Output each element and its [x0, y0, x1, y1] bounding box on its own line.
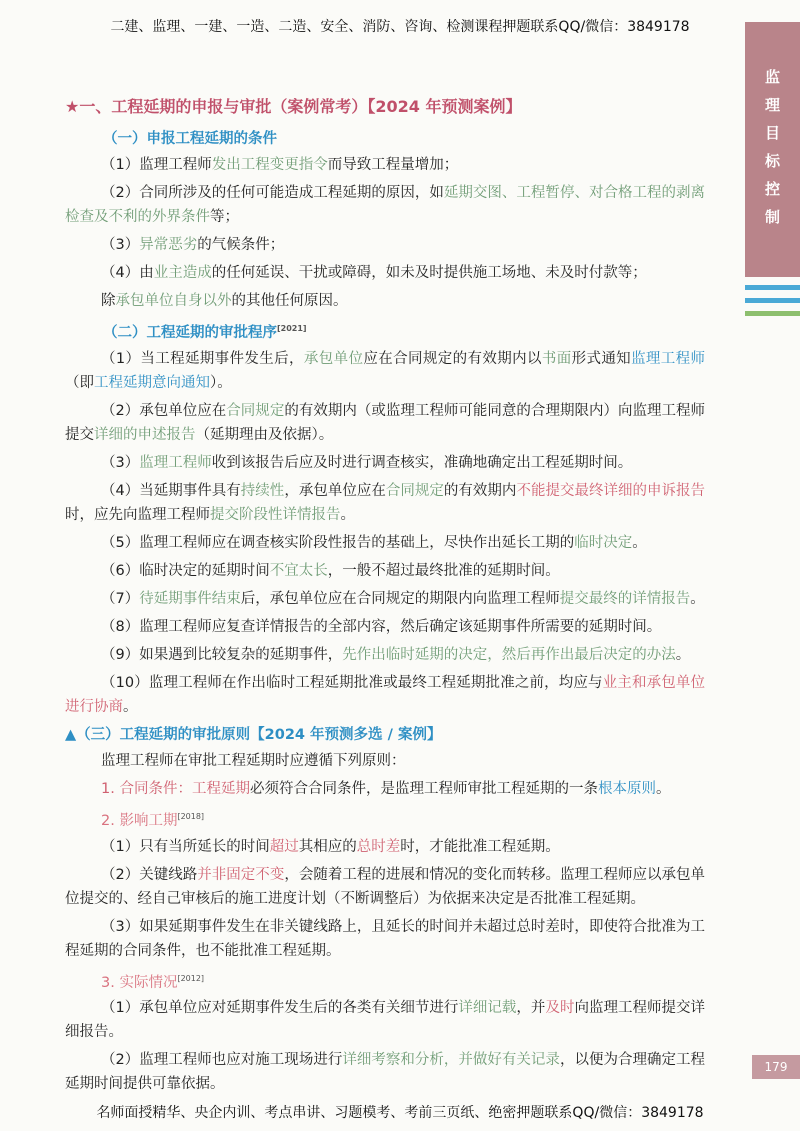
stripe: [745, 285, 800, 290]
paragraph: （1）只有当所延长的时间超过其相应的总时差时，才能批准工程延期。: [101, 838, 560, 855]
side-tab-char: 目: [764, 124, 780, 142]
side-stripes: [745, 272, 800, 324]
page-number: 179: [752, 1055, 800, 1079]
stripe: [745, 311, 800, 316]
page-footer: 名师面授精华、央企内训、考点串讲、习题模考、考前三页纸、绝密押题联系QQ/微信：3849178: [96, 1105, 704, 1121]
paragraph: （1）当工程延期事件发生后，承包单位应在合同规定的有效期内以书面形式通知监理工程师（即工程延期意向通知）。: [65, 350, 706, 391]
paragraph: （1）承包单位应对延期事件发生后的各类有关细节进行详细记载，并及时向监理工程师提交详细报告。: [65, 1000, 706, 1041]
paragraph: （6）临时决定的延期时间不宜太长，一般不超过最终批准的延期时间。: [101, 562, 560, 579]
subsection-title: （二）工程延期的审批程序[2021]: [103, 324, 307, 341]
paragraph: （3）如果延期事件发生在非关键线路上，且延长的时间并未超过总时差时，即使符合批准为工程延期的合同条件，也不能批准工程延期。: [65, 918, 705, 959]
section-title: ★一、工程延期的申报与审批（案例常考）【2024 年预测案例】: [65, 97, 522, 116]
paragraph: （1）监理工程师发出工程变更指令而导致工程量增加；: [101, 157, 459, 173]
paragraph: （3）异常恶劣的气候条件；: [101, 237, 285, 253]
document-body: [65, 95, 705, 1100]
paragraph: （4）当延期事件具有持续性，承包单位应在合同规定的有效期内不能提交最终详细的申诉报告时，应先向监理工程师提交阶段性详情报告。: [65, 482, 706, 523]
paragraph: （7）待延期事件结束后，承包单位应在合同规定的期限内向监理工程师提交最终的详情报告。: [101, 590, 705, 607]
paragraph: （2）承包单位应在合同规定的有效期内（或监理工程师可能同意的合理期限内）向监理工程师提交详细的申述报告（延期理由及依据）。: [65, 402, 706, 443]
side-tab-char: 监: [764, 68, 780, 86]
principle-title: 2. 影响工期[2018]: [101, 811, 205, 829]
paragraph: （2）监理工程师也应对施工现场进行详细考察和分析，并做好有关记录，以便为合理确定工程延期时间提供可靠依据。: [65, 1052, 706, 1093]
paragraph: （8）监理工程师应复查详情报告的全部内容，然后确定该延期事件所需要的延期时间。: [101, 618, 662, 635]
side-tab-char: 制: [764, 208, 780, 226]
paragraph: 监理工程师在审批工程延期时应遵循下列原则：: [101, 752, 406, 769]
side-tab: [745, 22, 800, 272]
stripe: [745, 272, 800, 277]
paragraph: 1. 合同条件：工程延期必须符合合同条件，是监理工程师审批工程延期的一条根本原则。: [101, 780, 671, 797]
side-tab-char: 控: [764, 180, 780, 198]
paragraph: 除承包单位自身以外的其他任何原因。: [101, 293, 348, 309]
paragraph: （5）监理工程师应在调查核实阶段性报告的基础上，尽快作出延长工期的临时决定。: [101, 534, 647, 551]
side-tab-char: 标: [764, 152, 780, 170]
subsection-title: ▲（三）工程延期的审批原则【2024 年预测多选 / 案例】: [65, 726, 442, 743]
paragraph: （10）监理工程师在作出临时工程延期批准或最终工程延期批准之前，均应与业主和承包单位进行协商。: [65, 674, 706, 715]
side-tab-char: 理: [764, 96, 780, 114]
stripe: [745, 298, 800, 303]
subsection-title: （一）申报工程延期的条件: [103, 131, 277, 147]
principle-title: 3. 实际情况[2012]: [101, 973, 205, 991]
paragraph: （4）由业主造成的任何延误、干扰或障碍，如未及时提供施工场地、未及时付款等；: [101, 265, 647, 281]
paragraph: （3）监理工程师收到该报告后应及时进行调查核实，准确地确定出工程延期时间。: [101, 454, 633, 471]
paragraph: （2）合同所涉及的任何可能造成工程延期的原因，如延期交图、工程暂停、对合格工程的剥离检查及不利的外界条件等；: [65, 185, 705, 225]
paragraph: （9）如果遇到比较复杂的延期事件，先作出临时延期的决定，然后再作出最后决定的办法。: [101, 646, 691, 663]
page-header: 二建、监理、一建、一造、二造、安全、消防、咨询、检测课程押题联系QQ/微信：3849178: [110, 19, 690, 35]
paragraph: （2）关键线路并非固定不变，会随着工程的进展和情况的变化而转移。监理工程师应以承包单位提交的、经自己审核后的施工进度计划（不断调整后）为依据来决定是否批准工程延期。: [65, 866, 706, 907]
